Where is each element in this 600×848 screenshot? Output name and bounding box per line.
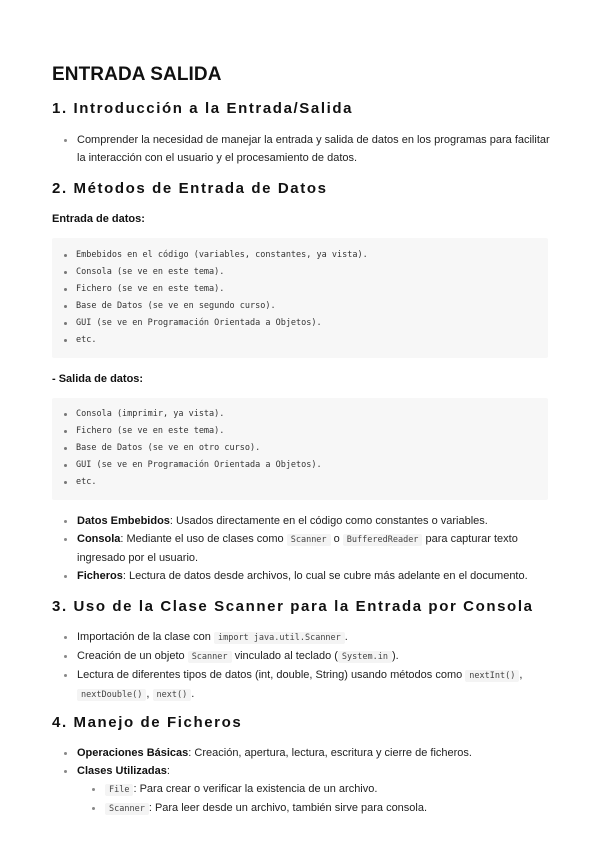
code-list-item: etc. <box>52 474 548 491</box>
list-item: Consola: Mediante el uso de clases como Scanner o BufferedReader para capturar texto ingresado por el usuario. <box>52 530 552 567</box>
page-title: ENTRADA SALIDA <box>52 64 222 85</box>
list-item: Comprender la necesidad de manejar la entrada y salida de datos en los programas para facilitar la interacción con el usuario y el procesamiento de datos. <box>52 131 552 167</box>
code-list-item: GUI (se ve en Programación Orientada a Objetos). <box>52 315 548 332</box>
inline-code: File <box>105 784 133 796</box>
list-item: Operaciones Básicas: Creación, apertura, lectura, escritura y cierre de ficheros. <box>52 744 552 762</box>
inline-code: BufferedReader <box>343 534 423 546</box>
inline-code: Scanner <box>188 651 232 663</box>
code-list-item: Fichero (se ve en este tema). <box>52 423 548 440</box>
list-item: Datos Embebidos: Usados directamente en el código como constantes o variables. <box>52 512 552 530</box>
sub-list-item: File : Para crear o verificar la existencia de un archivo. <box>52 780 552 799</box>
list-item: Creación de un objeto Scanner vinculado al teclado ( System.in ). <box>52 647 552 666</box>
section-4-list <box>52 744 552 818</box>
entrada-code-block <box>52 238 548 358</box>
section-1-list <box>52 131 552 167</box>
entrada-label: Entrada de datos: <box>52 213 145 225</box>
section-heading-2: 2. Métodos de Entrada de Datos <box>52 180 328 197</box>
inline-code: next() <box>153 689 192 701</box>
inline-code: nextDouble() <box>77 689 146 701</box>
code-list-item: Consola (se ve en este tema). <box>52 264 548 281</box>
code-list-item: Base de Datos (se ve en otro curso). <box>52 440 548 457</box>
code-list-item: Base de Datos (se ve en segundo curso). <box>52 298 548 315</box>
salida-code-block <box>52 398 548 500</box>
section-heading-1: 1. Introducción a la Entrada/Salida <box>52 100 354 117</box>
list-item: Ficheros: Lectura de datos desde archivos, lo cual se cubre más adelante en el documento. <box>52 567 552 585</box>
section-2-summary-list <box>52 512 552 585</box>
inline-code: Scanner <box>105 803 149 815</box>
code-list-item: Consola (imprimir, ya vista). <box>52 406 548 423</box>
code-list-item: Embebidos en el código (variables, constantes, ya vista). <box>52 247 548 264</box>
code-list-item: Fichero (se ve en este tema). <box>52 281 548 298</box>
list-item: Clases Utilizadas: <box>52 762 552 780</box>
sub-list-item: Scanner : Para leer desde un archivo, también sirve para consola. <box>52 799 552 818</box>
inline-code: nextInt() <box>465 670 519 682</box>
code-list-item: GUI (se ve en Programación Orientada a Objetos). <box>52 457 548 474</box>
list-item: Importación de la clase con import java.util.Scanner . <box>52 628 552 647</box>
section-3-list <box>52 628 552 704</box>
inline-code: Scanner <box>287 534 331 546</box>
list-item: Lectura de diferentes tipos de datos (int, double, String) usando métodos como nextInt() , nextDouble() , next() . <box>52 666 552 704</box>
section-heading-4: 4. Manejo de Ficheros <box>52 714 243 731</box>
salida-label: - Salida de datos: <box>52 373 144 385</box>
section-heading-3: 3. Uso de la Clase Scanner para la Entrada por Consola <box>52 598 534 615</box>
code-list-item: etc. <box>52 332 548 349</box>
inline-code: import java.util.Scanner <box>214 632 345 644</box>
inline-code: System.in <box>338 651 392 663</box>
